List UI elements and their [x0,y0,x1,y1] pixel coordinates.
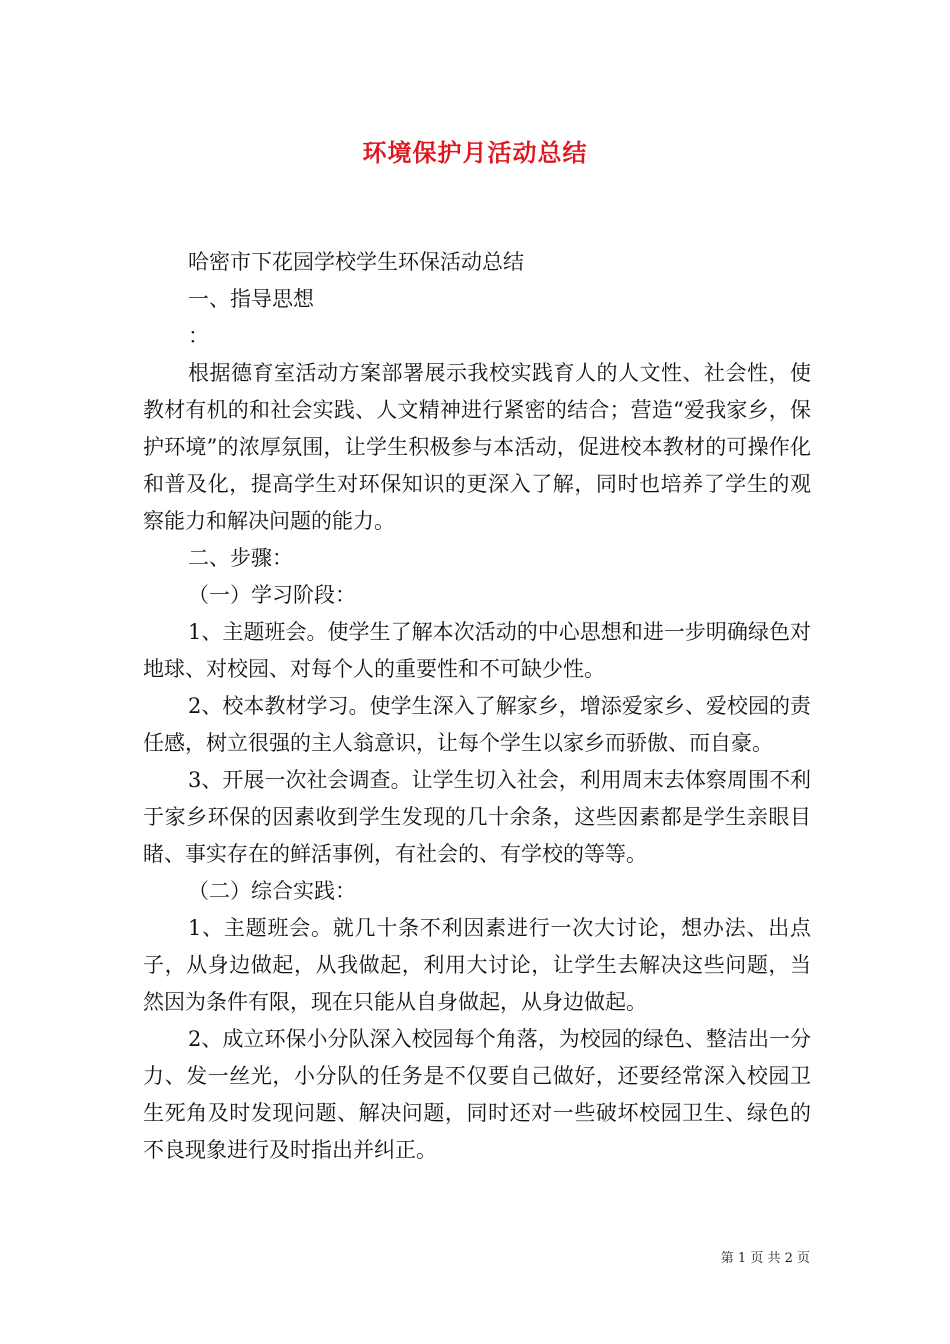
paragraph-practice-2: 2、成立环保小分队深入校园每个角落，为校园的绿色、整洁出一分力、发一丝光，小分队的任务是不仅要自己做好，还要经常深入校园卫生死角及时发现问题、解决问题，同时还对一些破坏校园卫生、绿色的不良现象进行及时指出并纠正。 [143,1027,811,1162]
paragraph-guiding-idea: 根据德育室活动方案部署展示我校实践育人的人文性、社会性，使教材有机的和社会实践、人文精神进行紧密的结合；营造“爱我家乡，保护环境”的浓厚氛围，让学生积极参与本活动，促进校本教材的可操作化和普及化，提高学生对环保知识的更深入了解，同时也培养了学生的观察能力和解决问题的能力。 [143,361,811,533]
document-title: 环境保护月活动总结 [362,138,588,167]
heading-guiding-idea: 一、指导思想 [188,287,314,311]
document-body [143,244,811,1169]
paragraph-school-title: 哈密市下花园学校学生环保活动总结 [188,250,524,274]
paragraph-practice-1: 1、主题班会。就几十条不利因素进行一次大讨论，想办法、出点子，从身边做起，从我做起，利用大讨论，让学生去解决这些问题，当然因为条件有限，现在只能从自身做起，从身边做起。 [143,916,811,1014]
page-indicator: 第 1 页 共 2 页 [720,1251,810,1266]
heading-steps: 二、步骤： [188,546,293,570]
paragraph-study-3: 3、开展一次社会调查。让学生切入社会，利用周末去体察周围不利于家乡环保的因素收到学生发现的几十余条，这些因素都是学生亲眼目睹、事实存在的鲜活事例，有社会的、有学校的等等。 [143,768,811,866]
heading-practice: （二）综合实践： [188,879,356,903]
paragraph-study-1: 1、主题班会。使学生了解本次活动的中心思想和进一步明确绿色对地球、对校园、对每个人的重要性和不可缺少性。 [143,620,811,681]
paragraph-study-2: 2、校本教材学习。使学生深入了解家乡，增添爱家乡、爱校园的责任感，树立很强的主人翁意识，让每个学生以家乡而骄傲、而自豪。 [143,694,811,755]
paragraph-colon: ： [188,324,209,348]
heading-study-stage: （一）学习阶段： [188,583,356,607]
